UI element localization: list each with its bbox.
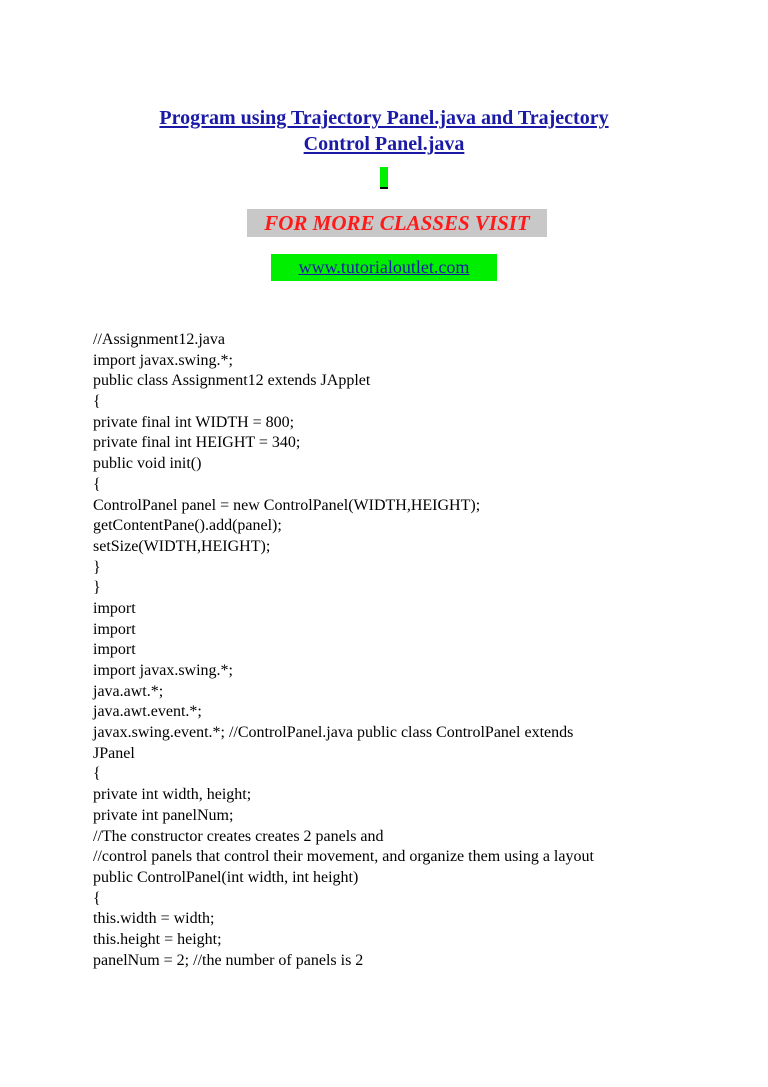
code-line: { (93, 889, 101, 907)
code-line: { (93, 475, 101, 493)
code-line: import (93, 599, 136, 617)
code-line: import javax.swing.*; (93, 351, 233, 369)
code-line: public class Assignment12 extends JApplet (93, 372, 371, 390)
code-line: private final int HEIGHT = 340; (93, 434, 301, 452)
highlight-marker (380, 167, 388, 189)
code-line: private int width, height; (93, 786, 252, 804)
document-title-line-2: Control Panel.java (303, 133, 465, 155)
code-line: ControlPanel panel = new ControlPanel(WIDTH,HEIGHT); (93, 496, 481, 514)
code-line: //Assignment12.java (93, 331, 225, 348)
code-line: { (93, 393, 101, 411)
code-line: } (93, 558, 101, 576)
code-line: } (93, 579, 101, 597)
code-line: JPanel (93, 744, 135, 762)
code-line: public void init() (93, 455, 202, 473)
code-line: import (93, 620, 136, 638)
code-line: java.awt.event.*; (93, 703, 202, 721)
code-line: setSize(WIDTH,HEIGHT); (93, 537, 271, 555)
code-line: import javax.swing.*; (93, 662, 233, 679)
code-line: panelNum = 2; //the number of panels is 2 (93, 951, 364, 969)
code-line: java.awt.*; (93, 682, 164, 700)
code-line: this.width = width; (93, 910, 215, 928)
promo-banner: FOR MORE CLASSES VISIT (247, 209, 547, 237)
code-line: this.height = height; (93, 930, 222, 948)
code-line: private final int WIDTH = 800; (93, 413, 295, 431)
code-block (93, 330, 733, 971)
code-line: private int panelNum; (93, 806, 234, 824)
code-line: //control panels that control their movement, and organize them using a layout (93, 848, 594, 866)
code-line: public ControlPanel(int width, int height) (93, 868, 359, 886)
code-line: { (93, 765, 101, 783)
website-link[interactable]: www.tutorialoutlet.com (271, 254, 497, 281)
code-line: //The constructor creates creates 2 panels and (93, 827, 384, 845)
document-title-line-1: Program using Trajectory Panel.java and Trajectory (159, 107, 609, 129)
code-line: import (93, 641, 136, 659)
code-line: javax.swing.event.*; //ControlPanel.java public class ControlPanel extends (93, 724, 574, 742)
code-line: getContentPane().add(panel); (93, 517, 282, 535)
